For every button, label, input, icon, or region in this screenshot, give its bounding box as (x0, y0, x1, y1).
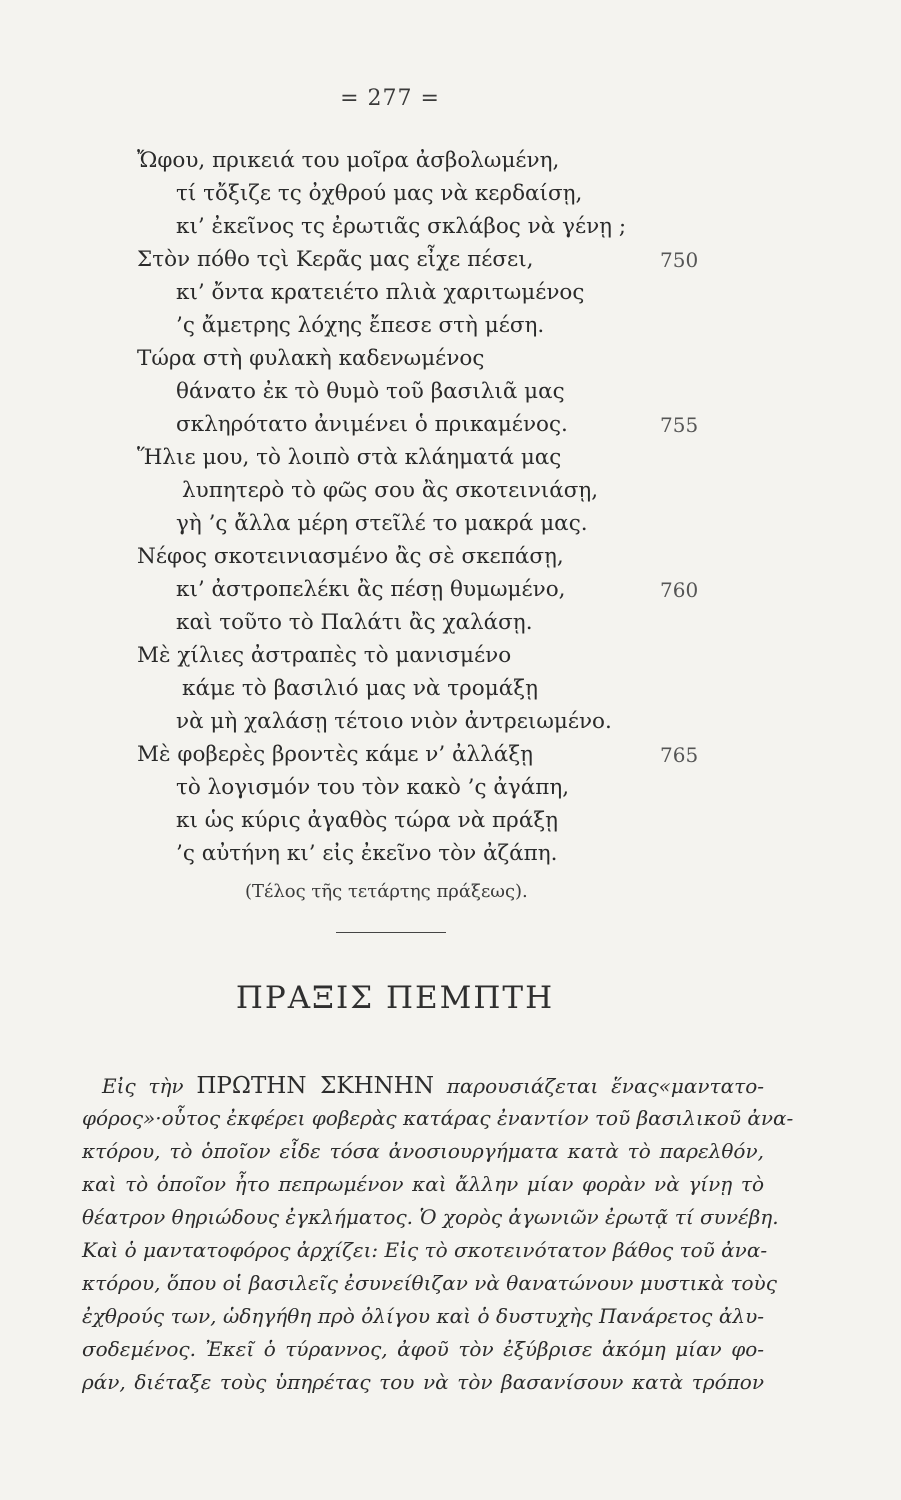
verse-line: κι ὡς κύρις ἀγαθὸς τώρα νὰ πράξῃ (176, 808, 559, 833)
verse-line: Στὸν πόθο τςὶ Κερᾶς μας εἶχε πέσει, (137, 247, 534, 272)
verse-line: κι’ ἐκεῖνος τς ἐρωτιᾶς σκλάβος νὰ γένῃ ; (176, 214, 627, 239)
prose-line: Καὶ ὁ μαντατοφόρος ἀρχίζει: Εἰς τὸ σκοτεινότατον βάθος τοῦ ἀνα- (82, 1238, 768, 1262)
prose-rest: παρουσιάζεται ἕνας«μαντατο- (433, 1074, 764, 1098)
prose-line (102, 1075, 764, 1098)
line-number: 750 (660, 248, 699, 272)
prose-prefix: Εἰς τὴν (102, 1074, 197, 1098)
prose-line: ἐχθρούς των, ὡδηγήθη πρὸ ὀλίγου καὶ ὁ δυστυχὴς Πανάρετος ἀλυ- (82, 1304, 764, 1328)
verse-line: ’ς αὐτήνη κι’ εἰς ἐκεῖνο τὸν ἀζάπη. (176, 841, 558, 866)
verse-line: κάμε τὸ βασιλιό μας νὰ τρομάξῃ (182, 676, 538, 701)
prose-line: ράν, διέταξε τοὺς ὑπηρέτας του νὰ τὸν βασανίσουν κατὰ τρόπον (82, 1370, 764, 1394)
line-number: 760 (660, 578, 699, 602)
prose-line: σοδεμένος. Ἐκεῖ ὁ τύραννος, ἀφοῦ τὸν ἐξύβρισε ἀκόμη μίαν φο- (82, 1337, 764, 1361)
verse-line: Νέφος σκοτεινιασμένο ἂς σὲ σκεπάσῃ, (137, 544, 564, 569)
prose-line: κτόρου, ὅπου οἱ βασιλεῖς ἐσυνείθιζαν νὰ θανατώνουν μυστικὰ τοὺς (82, 1271, 777, 1295)
page-number: = 277 = (340, 86, 440, 111)
line-number: 765 (660, 743, 699, 767)
section-divider (336, 932, 446, 933)
verse-line: νὰ μὴ χαλάσῃ τέτοιο νιὸν ἀντρειωμένο. (176, 709, 612, 734)
verse-line: τί τὄξιζε τς ὀχθρού μας νὰ κερδαίσῃ, (176, 181, 583, 206)
scene-name: ΠΡΩΤΗΝ ΣΚΗΝΗΝ (196, 1073, 434, 1099)
verse-line: καὶ τοῦτο τὸ Παλάτι ἂς χαλάσῃ. (176, 610, 533, 635)
verse-line: Ἥλιε μου, τὸ λοιπὸ στὰ κλάηματά μας (137, 445, 562, 470)
verse-line: σκληρότατο ἀνιμένει ὁ πρικαμένος. (176, 412, 568, 437)
prose-line: θέατρον θηριώδους ἐγκλήματος. Ὁ χορὸς ἀγωνιῶν ἐρωτᾷ τί συνέβη. (82, 1205, 779, 1229)
verse-line: Μὲ χίλιες ἀστραπὲς τὸ μανισμένο (137, 643, 512, 668)
prose-line: κτόρου, τὸ ὁποῖον εἶδε τόσα ἀνοσιουργήματα κατὰ τὸ παρελθόν, (82, 1139, 764, 1163)
verse-line: γὴ ’ς ἄλλα μέρη στεῖλέ το μακρά μας. (176, 511, 588, 536)
verse-line: κι’ ἀστροπελέκι ἂς πέσῃ θυμωμένο, (176, 577, 566, 602)
line-number: 755 (660, 413, 699, 437)
verse-line: ’ς ἄμετρης λόχης ἔπεσε στὴ μέση. (176, 313, 545, 338)
act-end-note: (Τέλος τῆς τετάρτης πράξεως). (245, 881, 528, 902)
verse-line: λυπητερὸ τὸ φῶς σου ἂς σκοτεινιάσῃ, (182, 478, 599, 503)
verse-line: θάνατο ἐκ τὸ θυμὸ τοῦ βασιλιᾶ μας (176, 379, 565, 404)
act-title: ΠΡΑΞΙΣ ΠΕΜΠΤΗ (235, 980, 555, 1016)
verse-line: τὸ λογισμόν του τὸν κακὸ ’ς ἀγάπη, (176, 775, 570, 800)
prose-line: φόρος»·οὗτος ἐκφέρει φοβερὰς κατάρας ἐναντίον τοῦ βασιλικοῦ ἀνα- (82, 1106, 794, 1130)
verse-line: Τώρα στὴ φυλακὴ καδενωμένος (137, 346, 485, 371)
verse-line: Μὲ φοβερὲς βροντὲς κάμε ν’ ἀλλάξῃ (137, 742, 534, 767)
verse-line: Ὤφου, πρικειά του μοῖρα ἀσβολωμένη, (137, 148, 560, 173)
verse-line: κι’ ὄντα κρατειέτο πλιὰ χαριτωμένος (176, 280, 585, 305)
prose-line: καὶ τὸ ὁποῖον ἦτο πεπρωμένον καὶ ἄλλην μίαν φορὰν νὰ γίνῃ τὸ (82, 1172, 764, 1196)
